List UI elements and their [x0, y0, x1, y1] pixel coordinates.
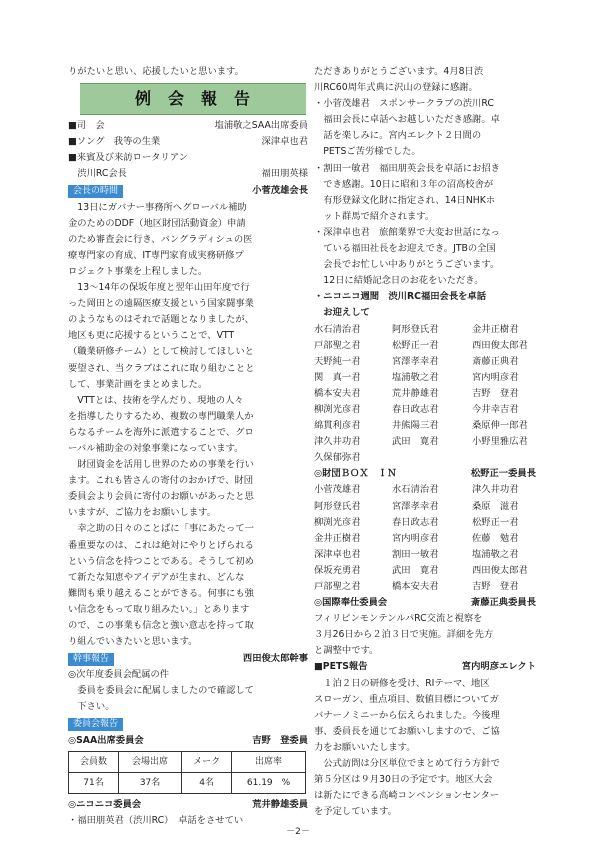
intl-paragraph-line: と調整中です。 [314, 645, 379, 657]
meeting-info-label: ■ソング 我等の生業 [68, 136, 161, 148]
left-column [68, 64, 308, 829]
member-name: 塩浦敬之君 [392, 371, 439, 383]
niko-member-list [314, 322, 536, 467]
president-paragraph-line: のようなものはそれで話題となりましたが、 [68, 314, 254, 326]
member-name: 深津卓也君 [314, 548, 361, 560]
pets-paragraph-line: １泊２日の研修を受け、RIテーマ、地区 [323, 677, 490, 689]
president-paragraph-line: のため審査会に行き、バングラディシュの医 [68, 233, 253, 245]
member-name: 今井幸吉君 [472, 403, 519, 415]
member-name: 戸部聖之君 [314, 339, 361, 351]
attendance-value-cell: 71名 [69, 772, 119, 793]
box-member-list [314, 482, 536, 595]
member-name: 綿貫利彦君 [314, 420, 361, 432]
meeting-info-value: 深津卓也君 [261, 136, 308, 148]
president-paragraph-line: 委員会より会員に寄付のお願いがあったと思 [68, 491, 254, 503]
pets-heading [314, 659, 536, 675]
member-name [392, 450, 472, 466]
member-name: 天野純一君 [314, 355, 361, 367]
president-paragraph-line: った岡田との遠隔医療支援という国家闘事業 [68, 298, 254, 310]
saa-title: ◎SAA出席委員会 [68, 734, 144, 746]
member-name: 吉野 登君 [472, 581, 519, 592]
member-name: 松野正一君 [472, 516, 519, 528]
attendance-table [68, 751, 306, 794]
niko-message-line: ット群馬で紹介されます。 [314, 210, 435, 222]
member-name: 阿形登氏君 [392, 323, 439, 335]
president-paragraph-line: ーバル補助金の対象事業になっています。 [68, 442, 244, 454]
member-name: 津久井功君 [472, 484, 519, 496]
attendance-header-cell: 出席率 [232, 751, 306, 772]
niko-message-line: ている福田社長をお迎えでき。JTBの全国 [314, 243, 496, 255]
president-paragraph-line: 要望され、当クラブはこれに取り組むことと [68, 362, 255, 374]
page-number: －2－ [286, 827, 310, 837]
member-name: 西田俊太郎君 [472, 339, 528, 351]
meeting-info-label: ■来賓及び来訪ロータリアン [68, 152, 188, 164]
niko-committee-heading [68, 797, 308, 813]
attendance-header-cell: メーク [182, 751, 232, 772]
box-heading [314, 466, 536, 482]
niko-message-line: 話を楽しみに。宮内エレクト２日間の [314, 130, 482, 142]
committee-section-header [68, 717, 308, 733]
member-name: 水石清治君 [314, 323, 361, 335]
meeting-info-label: ■司 会 [68, 120, 105, 132]
president-paragraph-line: （職業研修チーム）として検討してほしいと [68, 346, 254, 358]
pets-paragraph-line: 事、委員長を通じてお願いしますので、ご協 [314, 725, 500, 737]
member-name: 春日政志君 [392, 516, 439, 528]
niko-message-line: ・小菅茂雄君 スポンサークラブの渋川RC [314, 98, 494, 110]
president-paragraph-line: して、事業計画をまとめました。 [68, 378, 208, 390]
attendance-header-cell: 会場出席 [118, 751, 181, 772]
secretary-paragraph-line: ◎次年度委員会配属の件 [68, 669, 170, 681]
president-paragraph-line: い信念をもって取り組みたい。」とあります [68, 603, 250, 615]
secretary-text [68, 667, 308, 715]
pets-paragraph-line: バナーノミニーから伝えられました。今後理 [314, 709, 500, 721]
member-name [472, 450, 542, 466]
president-speaker: 小菅茂雄会長 [252, 185, 308, 197]
member-name: 金井正樹君 [472, 323, 519, 335]
member-name: 小野里雅広君 [472, 436, 528, 448]
niko-message-line: ただきありがとうございます。4月8日渋 [314, 66, 484, 77]
member-name: 春日政志君 [392, 403, 439, 415]
niko-week-heading-2: お迎えして [314, 307, 370, 319]
president-paragraph-line: らなるチームを海外に派遣することで、グロ [68, 426, 254, 438]
member-name: 塩浦敬之君 [472, 548, 519, 560]
member-name: 桑原伸一郎君 [472, 420, 528, 432]
secretary-paragraph-line: 委員を委員会に配属しましたので確認して [68, 685, 254, 697]
president-paragraph-line: 13日にガバナー事務所へグローバル補助 [77, 201, 247, 213]
president-paragraph-line: 幸之助の日々のことばに「事にあたって一 [77, 523, 254, 535]
member-name: 松野正一君 [392, 339, 439, 351]
member-name: 宮内明彦君 [392, 532, 439, 544]
member-name: 橋本安夫君 [392, 581, 439, 592]
president-paragraph-line: り組んでいきたいと思います。 [68, 636, 198, 648]
member-name: 水石清治君 [392, 484, 439, 496]
secretary-tag: 幹事報告 [68, 653, 114, 666]
meeting-info [68, 118, 308, 182]
attendance-value-row [69, 772, 306, 793]
pets-person: 宮内明彦エレクト [461, 661, 536, 673]
attendance-header-cell: 会員数 [69, 751, 119, 772]
niko-messages [314, 64, 536, 289]
intl-paragraph-line: ３月26日から２泊３日で実施。詳細を先方 [314, 629, 494, 641]
attendance-header-row [69, 751, 306, 772]
secretary-speaker: 西田俊太郎幹事 [242, 653, 308, 665]
secretary-section-header [68, 651, 308, 667]
member-name: 金井正樹君 [314, 532, 361, 544]
president-paragraph-line: ので、この事業も信念と強い意志を持って取 [68, 620, 254, 631]
secretary-paragraph-line: 下さい。 [68, 701, 115, 713]
right-column [314, 64, 536, 820]
member-name: 佐藤 勉君 [472, 532, 519, 544]
pets-paragraph-line: 公式訪問は分区単位でまとめて行う方針で [323, 758, 500, 770]
member-name: 宮内明彦君 [472, 371, 519, 383]
member-name: 井熊陽三君 [392, 420, 439, 432]
intl-heading [314, 595, 536, 611]
member-name: 関 真一君 [314, 371, 361, 383]
box-title: ◎財団ＢＯＸ ＩＮ [314, 468, 397, 480]
member-name: 阿形登氏君 [314, 500, 361, 512]
president-paragraph-line: VTTとは、技術を学んだり、現地の人々 [77, 394, 244, 406]
intl-title: ◎国際奉仕委員会 [314, 597, 388, 609]
member-name: 小菅茂雄君 [314, 484, 361, 496]
niko-message-line: ・割田一敏君 福田朋英会長を卓話にお招き [314, 162, 500, 174]
member-name: 柳渕光彦君 [314, 516, 361, 528]
president-paragraph-line: という信念を持つことである。そうして初め [68, 555, 254, 567]
member-name: 保坂充勇君 [314, 564, 361, 576]
member-name: 吉野 登君 [472, 387, 519, 399]
president-section-header [68, 183, 308, 199]
niko-message-line: ・深津卓也君 旅館業界で大変お世話になっ [314, 226, 500, 238]
president-paragraph-line: 療専門家の育成、IT専門家育成実務研修プ [68, 249, 244, 261]
niko-message-line: 福田会長に卓話へお越しいただき感謝。卓 [314, 114, 500, 126]
president-text [68, 200, 308, 651]
pets-title: ■PETS報告 [314, 661, 368, 673]
meeting-info-label: 渋川RC会長 [68, 168, 127, 180]
member-name: 宮澤孝幸君 [392, 355, 439, 367]
president-paragraph-line: 13～14年の保坂年度と翌年山田年度で行 [77, 282, 250, 294]
pets-paragraph-line: は新たにできる高崎コンベンションセンター [314, 790, 500, 802]
member-name: 柳渕光彦君 [314, 403, 361, 415]
president-paragraph-line: て新たな知恵やアイデアが生まれ、どんな [68, 571, 245, 583]
niko-title: ◎ニコニコ委員会 [68, 798, 142, 810]
niko-person: 荒井静雄委員 [252, 798, 308, 810]
attendance-value-cell: 37名 [118, 772, 181, 793]
president-paragraph-line: 地区も更に応援するということで、VTT [68, 330, 235, 342]
meeting-info-value: 福田朋英様 [261, 168, 308, 180]
member-name: 斎藤正典君 [472, 355, 519, 367]
president-tag: 会長の時間 [68, 185, 123, 198]
pets-paragraph-line: を予定しています。 [314, 806, 397, 818]
member-name: 武田 寛君 [392, 436, 439, 448]
president-paragraph-line: 番重要なのは、これは絶対にやりとげられる [68, 539, 254, 551]
niko-week-heading: ・ニコニコ週間 渋川RC福田会長を卓話 [314, 291, 487, 303]
niko-message-line: 有形登録文化財に指定され、14日NHKホ [314, 194, 496, 206]
intl-person: 斎藤正典委員長 [470, 597, 536, 609]
intro-line: りがたいと思い、応援したいと思います。 [68, 66, 244, 77]
saa-person: 吉野 登委員 [252, 734, 308, 746]
meeting-info-row [68, 118, 308, 134]
niko-message-line: でき感謝。10日に昭和３年の沼高校舎が [314, 178, 494, 190]
meeting-info-row [68, 166, 308, 182]
president-paragraph-line: 財団資金を活用し世界のための事業を行い [77, 459, 254, 471]
niko-message-line: 12日に結婚記念日のお花をいただき。 [314, 275, 484, 287]
box-person: 松野正一委員長 [470, 468, 536, 480]
member-name: 割田一敏君 [392, 548, 439, 560]
pets-paragraph-line: 力をお願いいたします。 [314, 741, 416, 753]
niko-line: ・福田朋英君（渋川RC） 卓話をさせてい [68, 814, 244, 826]
member-name: 津久井功君 [314, 436, 361, 448]
president-paragraph-line: を指導したりするため、複数の専門職業人か [68, 410, 254, 422]
niko-message-line: PETSご苦労様でした。 [314, 146, 421, 158]
member-name: 桑原 滋君 [472, 500, 519, 512]
report-title: 例会報告 [80, 83, 306, 115]
president-paragraph-line: ます。これも皆さんの寄付のおかげで、財団 [68, 475, 254, 487]
member-name: 戸部聖之君 [314, 581, 361, 592]
pets-paragraph-line: スローガン、重点項目、数値目標についてガ [314, 693, 499, 705]
president-paragraph-line: 難問も乗り越えることができる。何事にも強 [68, 587, 254, 599]
member-name: 宮澤孝幸君 [392, 500, 439, 512]
member-name: 久保郁弥君 [314, 452, 361, 464]
committee-tag: 委員会報告 [68, 718, 123, 731]
pets-text [314, 676, 536, 821]
niko-message-line: 川RC60周年式典に沢山の登録に感謝。 [314, 82, 478, 94]
intl-text [314, 611, 536, 659]
meeting-info-row [68, 134, 308, 150]
saa-committee-heading [68, 733, 308, 749]
intl-paragraph-line: フィリピンモンテンルパRC交流と視察を [314, 613, 483, 625]
president-paragraph-line: いますが、ご協力をお願いします。 [68, 507, 217, 519]
pets-paragraph-line: 第５分区は９月30日の予定です。地区大会 [314, 774, 493, 786]
niko-message-line: 会長でお忙しい中ありがとうございます。 [314, 259, 500, 271]
attendance-value-cell: 4名 [182, 772, 232, 793]
president-paragraph-line: 金のためのDDF（地区財団活動資金）申請 [68, 217, 246, 229]
member-name: 西田俊太郎君 [472, 564, 528, 576]
meeting-info-row [68, 150, 308, 166]
meeting-info-value: 塩浦敬之SAA出席委員 [214, 120, 308, 132]
member-name: 荒井静雄君 [392, 387, 439, 399]
president-paragraph-line: ロジェクト事業を上程しました。 [68, 265, 208, 277]
member-name: 橋本安夫君 [314, 387, 361, 399]
member-name: 武田 寛君 [392, 564, 439, 576]
attendance-value-cell: 61.19 % [232, 772, 306, 793]
